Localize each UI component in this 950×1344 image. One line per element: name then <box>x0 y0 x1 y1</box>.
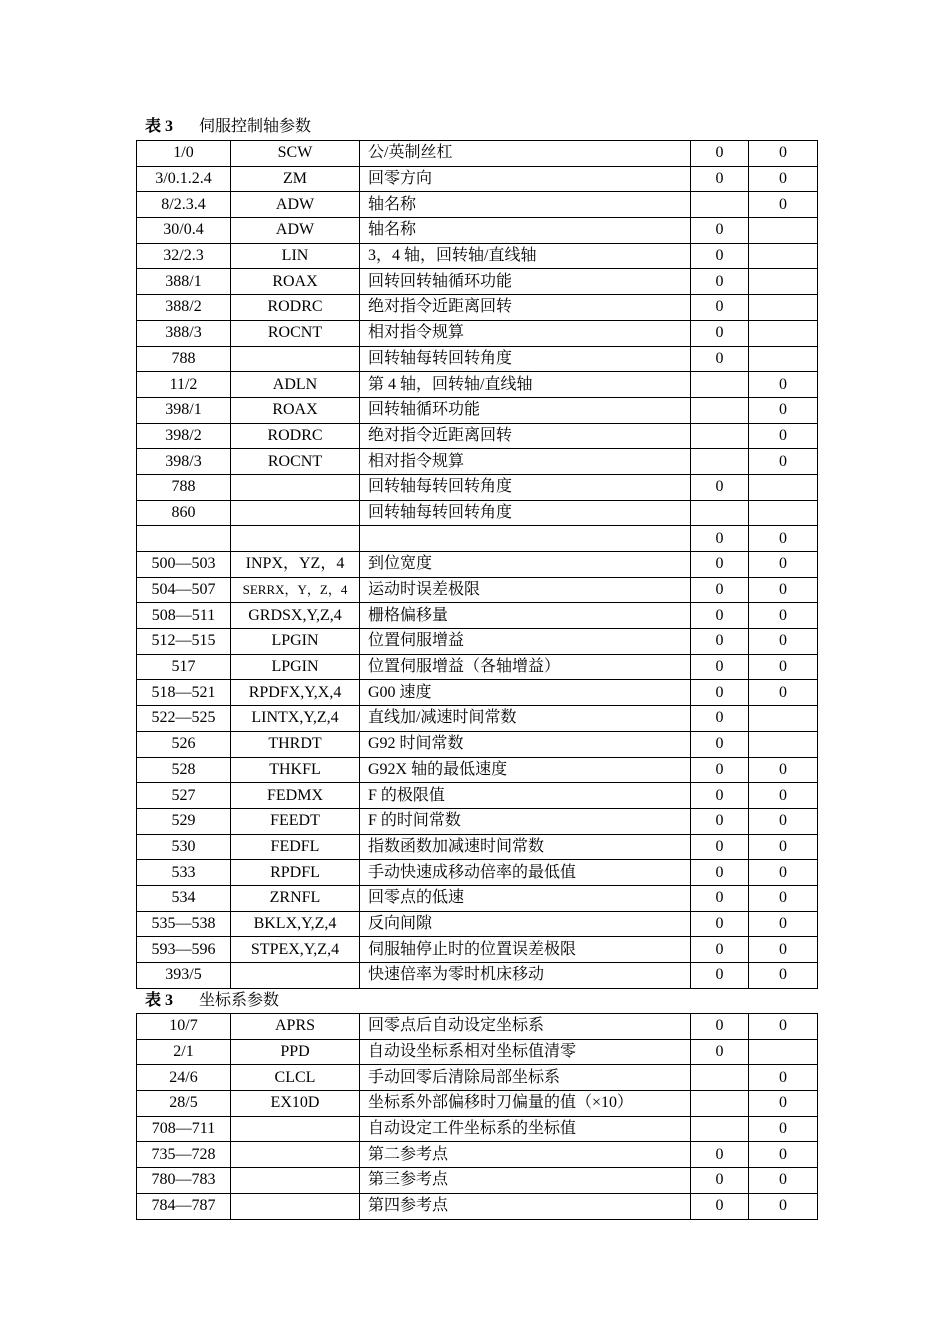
param-description-cell: 回转轴每转回转角度 <box>360 474 691 500</box>
param-description-cell: F 的极限值 <box>360 783 691 809</box>
table-row <box>137 680 818 706</box>
param-symbol-cell: FEDMX <box>231 783 360 809</box>
param-symbol-cell <box>231 1142 360 1168</box>
param-symbol-cell <box>231 346 360 372</box>
value-col-b-cell: 0 <box>749 372 818 398</box>
param-description-cell: 到位宽度 <box>360 552 691 578</box>
param-description-cell: 回转轴每转回转角度 <box>360 346 691 372</box>
param-number-cell: 526 <box>137 731 231 757</box>
param-number-cell: 398/3 <box>137 449 231 475</box>
table-row <box>137 629 818 655</box>
param-symbol-cell: ADLN <box>231 372 360 398</box>
value-col-b-cell: 0 <box>749 1065 818 1091</box>
param-symbol-cell: THKFL <box>231 757 360 783</box>
param-symbol-cell <box>231 526 360 552</box>
param-description-cell: 运动时误差极限 <box>360 577 691 603</box>
param-number-cell: 512—515 <box>137 629 231 655</box>
value-col-b-cell <box>749 500 818 526</box>
value-col-b-cell: 0 <box>749 192 818 218</box>
table2-caption-title: 坐标系参数 <box>199 992 280 1009</box>
value-col-a-cell: 0 <box>691 757 749 783</box>
value-col-b-cell: 0 <box>749 834 818 860</box>
param-symbol-cell: ROAX <box>231 397 360 423</box>
table-row <box>137 1039 818 1065</box>
value-col-a-cell: 0 <box>691 1142 749 1168</box>
param-number-cell: 3/0.1.2.4 <box>137 166 231 192</box>
table-row <box>137 834 818 860</box>
table-row <box>137 937 818 963</box>
param-description-cell: 快速倍率为零时机床移动 <box>360 963 691 989</box>
param-number-cell: 2/1 <box>137 1039 231 1065</box>
value-col-a-cell: 0 <box>691 243 749 269</box>
table-row <box>137 141 818 167</box>
table-row <box>137 1091 818 1117</box>
param-description-cell: 回转轴循环功能 <box>360 397 691 423</box>
table-row <box>137 552 818 578</box>
value-col-b-cell: 0 <box>749 1142 818 1168</box>
value-col-a-cell: 0 <box>691 166 749 192</box>
param-description-cell: 第 4 轴，回转轴/直线轴 <box>360 372 691 398</box>
param-number-cell: 522—525 <box>137 706 231 732</box>
value-col-a-cell: 0 <box>691 295 749 321</box>
param-symbol-cell: ROCNT <box>231 320 360 346</box>
param-number-cell: 8/2.3.4 <box>137 192 231 218</box>
param-number-cell: 528 <box>137 757 231 783</box>
table-row <box>137 757 818 783</box>
value-col-a-cell: 0 <box>691 577 749 603</box>
value-col-b-cell <box>749 1039 818 1065</box>
table-row <box>137 1116 818 1142</box>
value-col-b-cell: 0 <box>749 680 818 706</box>
param-description-cell: 第三参考点 <box>360 1168 691 1194</box>
param-number-cell: 535—538 <box>137 911 231 937</box>
table-row <box>137 474 818 500</box>
value-col-b-cell: 0 <box>749 577 818 603</box>
param-symbol-cell: ADW <box>231 218 360 244</box>
coordinate-system-parameter-rows <box>137 1014 818 1220</box>
table-row <box>137 449 818 475</box>
param-description-cell: 回零方向 <box>360 166 691 192</box>
param-symbol-cell: STPEX,Y,Z,4 <box>231 937 360 963</box>
value-col-a-cell: 0 <box>691 1039 749 1065</box>
table-row <box>137 269 818 295</box>
param-number-cell: 10/7 <box>137 1014 231 1040</box>
value-col-a-cell <box>691 372 749 398</box>
param-description-cell: 手动回零后清除局部坐标系 <box>360 1065 691 1091</box>
param-number-cell: 593—596 <box>137 937 231 963</box>
param-symbol-cell: RPDFL <box>231 860 360 886</box>
table-row <box>137 1168 818 1194</box>
param-symbol-cell: APRS <box>231 1014 360 1040</box>
param-symbol-cell: LPGIN <box>231 654 360 680</box>
param-symbol-cell: FEDFL <box>231 834 360 860</box>
value-col-b-cell: 0 <box>749 629 818 655</box>
value-col-a-cell: 0 <box>691 629 749 655</box>
param-number-cell: 504—507 <box>137 577 231 603</box>
param-description-cell: 第四参考点 <box>360 1193 691 1219</box>
value-col-b-cell: 0 <box>749 141 818 167</box>
param-symbol-cell: SCW <box>231 141 360 167</box>
value-col-b-cell <box>749 706 818 732</box>
value-col-a-cell: 0 <box>691 552 749 578</box>
servo-axis-parameter-rows <box>137 141 818 989</box>
param-symbol-cell: ZM <box>231 166 360 192</box>
param-symbol-cell <box>231 500 360 526</box>
param-number-cell: 388/1 <box>137 269 231 295</box>
table2-caption <box>145 991 279 1011</box>
value-col-a-cell: 0 <box>691 834 749 860</box>
value-col-a-cell: 0 <box>691 218 749 244</box>
param-description-cell: 绝对指令近距离回转 <box>360 295 691 321</box>
param-symbol-cell: RODRC <box>231 423 360 449</box>
param-symbol-cell: RODRC <box>231 295 360 321</box>
table-row <box>137 706 818 732</box>
param-description-cell: 自动设坐标系相对坐标值清零 <box>360 1039 691 1065</box>
table-row <box>137 192 818 218</box>
table1-caption <box>145 117 311 137</box>
param-number-cell: 1/0 <box>137 141 231 167</box>
table-row <box>137 1193 818 1219</box>
value-col-b-cell: 0 <box>749 1091 818 1117</box>
param-number-cell: 527 <box>137 783 231 809</box>
value-col-b-cell: 0 <box>749 1193 818 1219</box>
param-number-cell: 393/5 <box>137 963 231 989</box>
param-symbol-cell: LIN <box>231 243 360 269</box>
table-row <box>137 1014 818 1040</box>
value-col-a-cell: 0 <box>691 885 749 911</box>
table-row <box>137 1065 818 1091</box>
value-col-b-cell <box>749 243 818 269</box>
param-symbol-cell: RPDFX,Y,X,4 <box>231 680 360 706</box>
param-number-cell: 517 <box>137 654 231 680</box>
value-col-b-cell <box>749 218 818 244</box>
table-row <box>137 808 818 834</box>
param-symbol-cell <box>231 963 360 989</box>
value-col-a-cell: 0 <box>691 911 749 937</box>
value-col-b-cell: 0 <box>749 1168 818 1194</box>
value-col-b-cell: 0 <box>749 783 818 809</box>
param-description-cell: 反向间隙 <box>360 911 691 937</box>
param-symbol-cell: BKLX,Y,Z,4 <box>231 911 360 937</box>
table-row <box>137 526 818 552</box>
value-col-a-cell <box>691 423 749 449</box>
value-col-b-cell: 0 <box>749 526 818 552</box>
param-number-cell: 508—511 <box>137 603 231 629</box>
param-number-cell: 500—503 <box>137 552 231 578</box>
param-symbol-cell: LINTX,Y,Z,4 <box>231 706 360 732</box>
table-row <box>137 372 818 398</box>
param-number-cell: 780—783 <box>137 1168 231 1194</box>
table-row <box>137 500 818 526</box>
value-col-b-cell: 0 <box>749 1116 818 1142</box>
param-symbol-cell: THRDT <box>231 731 360 757</box>
param-description-cell: 指数函数加减速时间常数 <box>360 834 691 860</box>
value-col-b-cell <box>749 269 818 295</box>
param-description-cell: 栅格偏移量 <box>360 603 691 629</box>
param-number-cell: 788 <box>137 474 231 500</box>
param-number-cell <box>137 526 231 552</box>
param-description-cell: 3，4 轴，回转轴/直线轴 <box>360 243 691 269</box>
table-row <box>137 397 818 423</box>
table-row <box>137 654 818 680</box>
param-number-cell: 398/1 <box>137 397 231 423</box>
table1-caption-title: 伺服控制轴参数 <box>199 118 312 135</box>
param-symbol-cell: ROCNT <box>231 449 360 475</box>
value-col-a-cell <box>691 1065 749 1091</box>
value-col-b-cell: 0 <box>749 397 818 423</box>
param-number-cell: 529 <box>137 808 231 834</box>
param-symbol-cell: ROAX <box>231 269 360 295</box>
table-row <box>137 603 818 629</box>
param-symbol-cell: EX10D <box>231 1091 360 1117</box>
param-symbol-cell: ADW <box>231 192 360 218</box>
param-description-cell: 位置伺服增益（各轴增益） <box>360 654 691 680</box>
value-col-a-cell <box>691 397 749 423</box>
param-description-cell: 绝对指令近距离回转 <box>360 423 691 449</box>
table-row <box>137 731 818 757</box>
value-col-b-cell: 0 <box>749 937 818 963</box>
param-description-cell: 轴名称 <box>360 218 691 244</box>
value-col-b-cell: 0 <box>749 654 818 680</box>
value-col-a-cell: 0 <box>691 937 749 963</box>
param-number-cell: 735—728 <box>137 1142 231 1168</box>
param-description-cell: 回零点的低速 <box>360 885 691 911</box>
param-description-cell: 第二参考点 <box>360 1142 691 1168</box>
param-number-cell: 32/2.3 <box>137 243 231 269</box>
value-col-a-cell: 0 <box>691 141 749 167</box>
param-symbol-cell <box>231 1193 360 1219</box>
param-number-cell: 518—521 <box>137 680 231 706</box>
value-col-a-cell <box>691 1091 749 1117</box>
param-number-cell: 788 <box>137 346 231 372</box>
value-col-b-cell: 0 <box>749 885 818 911</box>
param-description-cell: 回转回转轴循环功能 <box>360 269 691 295</box>
param-number-cell: 860 <box>137 500 231 526</box>
value-col-a-cell: 0 <box>691 731 749 757</box>
param-number-cell: 28/5 <box>137 1091 231 1117</box>
value-col-b-cell: 0 <box>749 963 818 989</box>
param-number-cell: 708—711 <box>137 1116 231 1142</box>
coordinate-system-parameter-table <box>136 1013 818 1220</box>
value-col-a-cell <box>691 449 749 475</box>
value-col-a-cell: 0 <box>691 680 749 706</box>
param-number-cell: 530 <box>137 834 231 860</box>
value-col-a-cell: 0 <box>691 783 749 809</box>
param-description-cell: 自动设定工件坐标系的坐标值 <box>360 1116 691 1142</box>
table1-caption-tag: 表 3 <box>145 118 174 135</box>
param-description-cell: G92 时间常数 <box>360 731 691 757</box>
value-col-b-cell <box>749 474 818 500</box>
param-symbol-cell <box>231 1116 360 1142</box>
value-col-b-cell: 0 <box>749 860 818 886</box>
table-row <box>137 166 818 192</box>
param-description-cell: 位置伺服增益 <box>360 629 691 655</box>
table-row <box>137 1142 818 1168</box>
table-row <box>137 783 818 809</box>
value-col-a-cell: 0 <box>691 269 749 295</box>
param-description-cell: 相对指令规算 <box>360 320 691 346</box>
value-col-b-cell: 0 <box>749 423 818 449</box>
param-description-cell: G00 速度 <box>360 680 691 706</box>
value-col-a-cell: 0 <box>691 320 749 346</box>
param-description-cell: 轴名称 <box>360 192 691 218</box>
value-col-b-cell: 0 <box>749 757 818 783</box>
value-col-b-cell: 0 <box>749 166 818 192</box>
param-symbol-cell: PPD <box>231 1039 360 1065</box>
value-col-a-cell: 0 <box>691 526 749 552</box>
value-col-b-cell: 0 <box>749 911 818 937</box>
table2-caption-tag: 表 3 <box>145 992 174 1009</box>
value-col-a-cell: 0 <box>691 474 749 500</box>
value-col-a-cell: 0 <box>691 346 749 372</box>
param-number-cell: 398/2 <box>137 423 231 449</box>
param-description-cell: 回转轴每转回转角度 <box>360 500 691 526</box>
param-symbol-cell <box>231 474 360 500</box>
param-number-cell: 388/2 <box>137 295 231 321</box>
param-symbol-cell: CLCL <box>231 1065 360 1091</box>
param-number-cell: 11/2 <box>137 372 231 398</box>
value-col-b-cell: 0 <box>749 552 818 578</box>
param-symbol-cell: LPGIN <box>231 629 360 655</box>
value-col-b-cell: 0 <box>749 808 818 834</box>
param-description-cell: 坐标系外部偏移时刀偏量的值（×10） <box>360 1091 691 1117</box>
value-col-a-cell <box>691 500 749 526</box>
value-col-a-cell <box>691 192 749 218</box>
value-col-a-cell <box>691 1116 749 1142</box>
value-col-b-cell <box>749 320 818 346</box>
param-description-cell: 直线加/减速时间常数 <box>360 706 691 732</box>
table-row <box>137 243 818 269</box>
param-number-cell: 533 <box>137 860 231 886</box>
param-number-cell: 534 <box>137 885 231 911</box>
table-row <box>137 963 818 989</box>
value-col-a-cell: 0 <box>691 706 749 732</box>
param-symbol-cell: ZRNFL <box>231 885 360 911</box>
value-col-a-cell: 0 <box>691 603 749 629</box>
param-number-cell: 30/0.4 <box>137 218 231 244</box>
param-description-cell <box>360 526 691 552</box>
value-col-b-cell <box>749 346 818 372</box>
table-row <box>137 885 818 911</box>
value-col-b-cell: 0 <box>749 603 818 629</box>
table-row <box>137 295 818 321</box>
param-symbol-cell: INPX，YZ，4 <box>231 552 360 578</box>
param-description-cell: 回零点后自动设定坐标系 <box>360 1014 691 1040</box>
param-number-cell: 784—787 <box>137 1193 231 1219</box>
param-description-cell: 手动快速成移动倍率的最低值 <box>360 860 691 886</box>
table-row <box>137 423 818 449</box>
value-col-b-cell: 0 <box>749 1014 818 1040</box>
value-col-a-cell: 0 <box>691 1014 749 1040</box>
table-row <box>137 320 818 346</box>
value-col-a-cell: 0 <box>691 963 749 989</box>
table-row <box>137 911 818 937</box>
param-symbol-cell: FEEDT <box>231 808 360 834</box>
table-row <box>137 218 818 244</box>
value-col-a-cell: 0 <box>691 1168 749 1194</box>
table-row <box>137 860 818 886</box>
param-description-cell: 伺服轴停止时的位置误差极限 <box>360 937 691 963</box>
param-number-cell: 388/3 <box>137 320 231 346</box>
servo-axis-parameter-table <box>136 140 818 989</box>
param-description-cell: G92X 轴的最低速度 <box>360 757 691 783</box>
value-col-b-cell <box>749 295 818 321</box>
value-col-b-cell: 0 <box>749 449 818 475</box>
value-col-a-cell: 0 <box>691 808 749 834</box>
param-symbol-cell: SERRX，Y，Z，4 <box>231 577 360 603</box>
param-description-cell: F 的时间常数 <box>360 808 691 834</box>
param-description-cell: 公/英制丝杠 <box>360 141 691 167</box>
value-col-a-cell: 0 <box>691 654 749 680</box>
param-symbol-cell <box>231 1168 360 1194</box>
value-col-b-cell <box>749 731 818 757</box>
param-symbol-cell: GRDSX,Y,Z,4 <box>231 603 360 629</box>
value-col-a-cell: 0 <box>691 860 749 886</box>
table-row <box>137 346 818 372</box>
value-col-a-cell: 0 <box>691 1193 749 1219</box>
param-description-cell: 相对指令规算 <box>360 449 691 475</box>
param-number-cell: 24/6 <box>137 1065 231 1091</box>
table-row <box>137 577 818 603</box>
